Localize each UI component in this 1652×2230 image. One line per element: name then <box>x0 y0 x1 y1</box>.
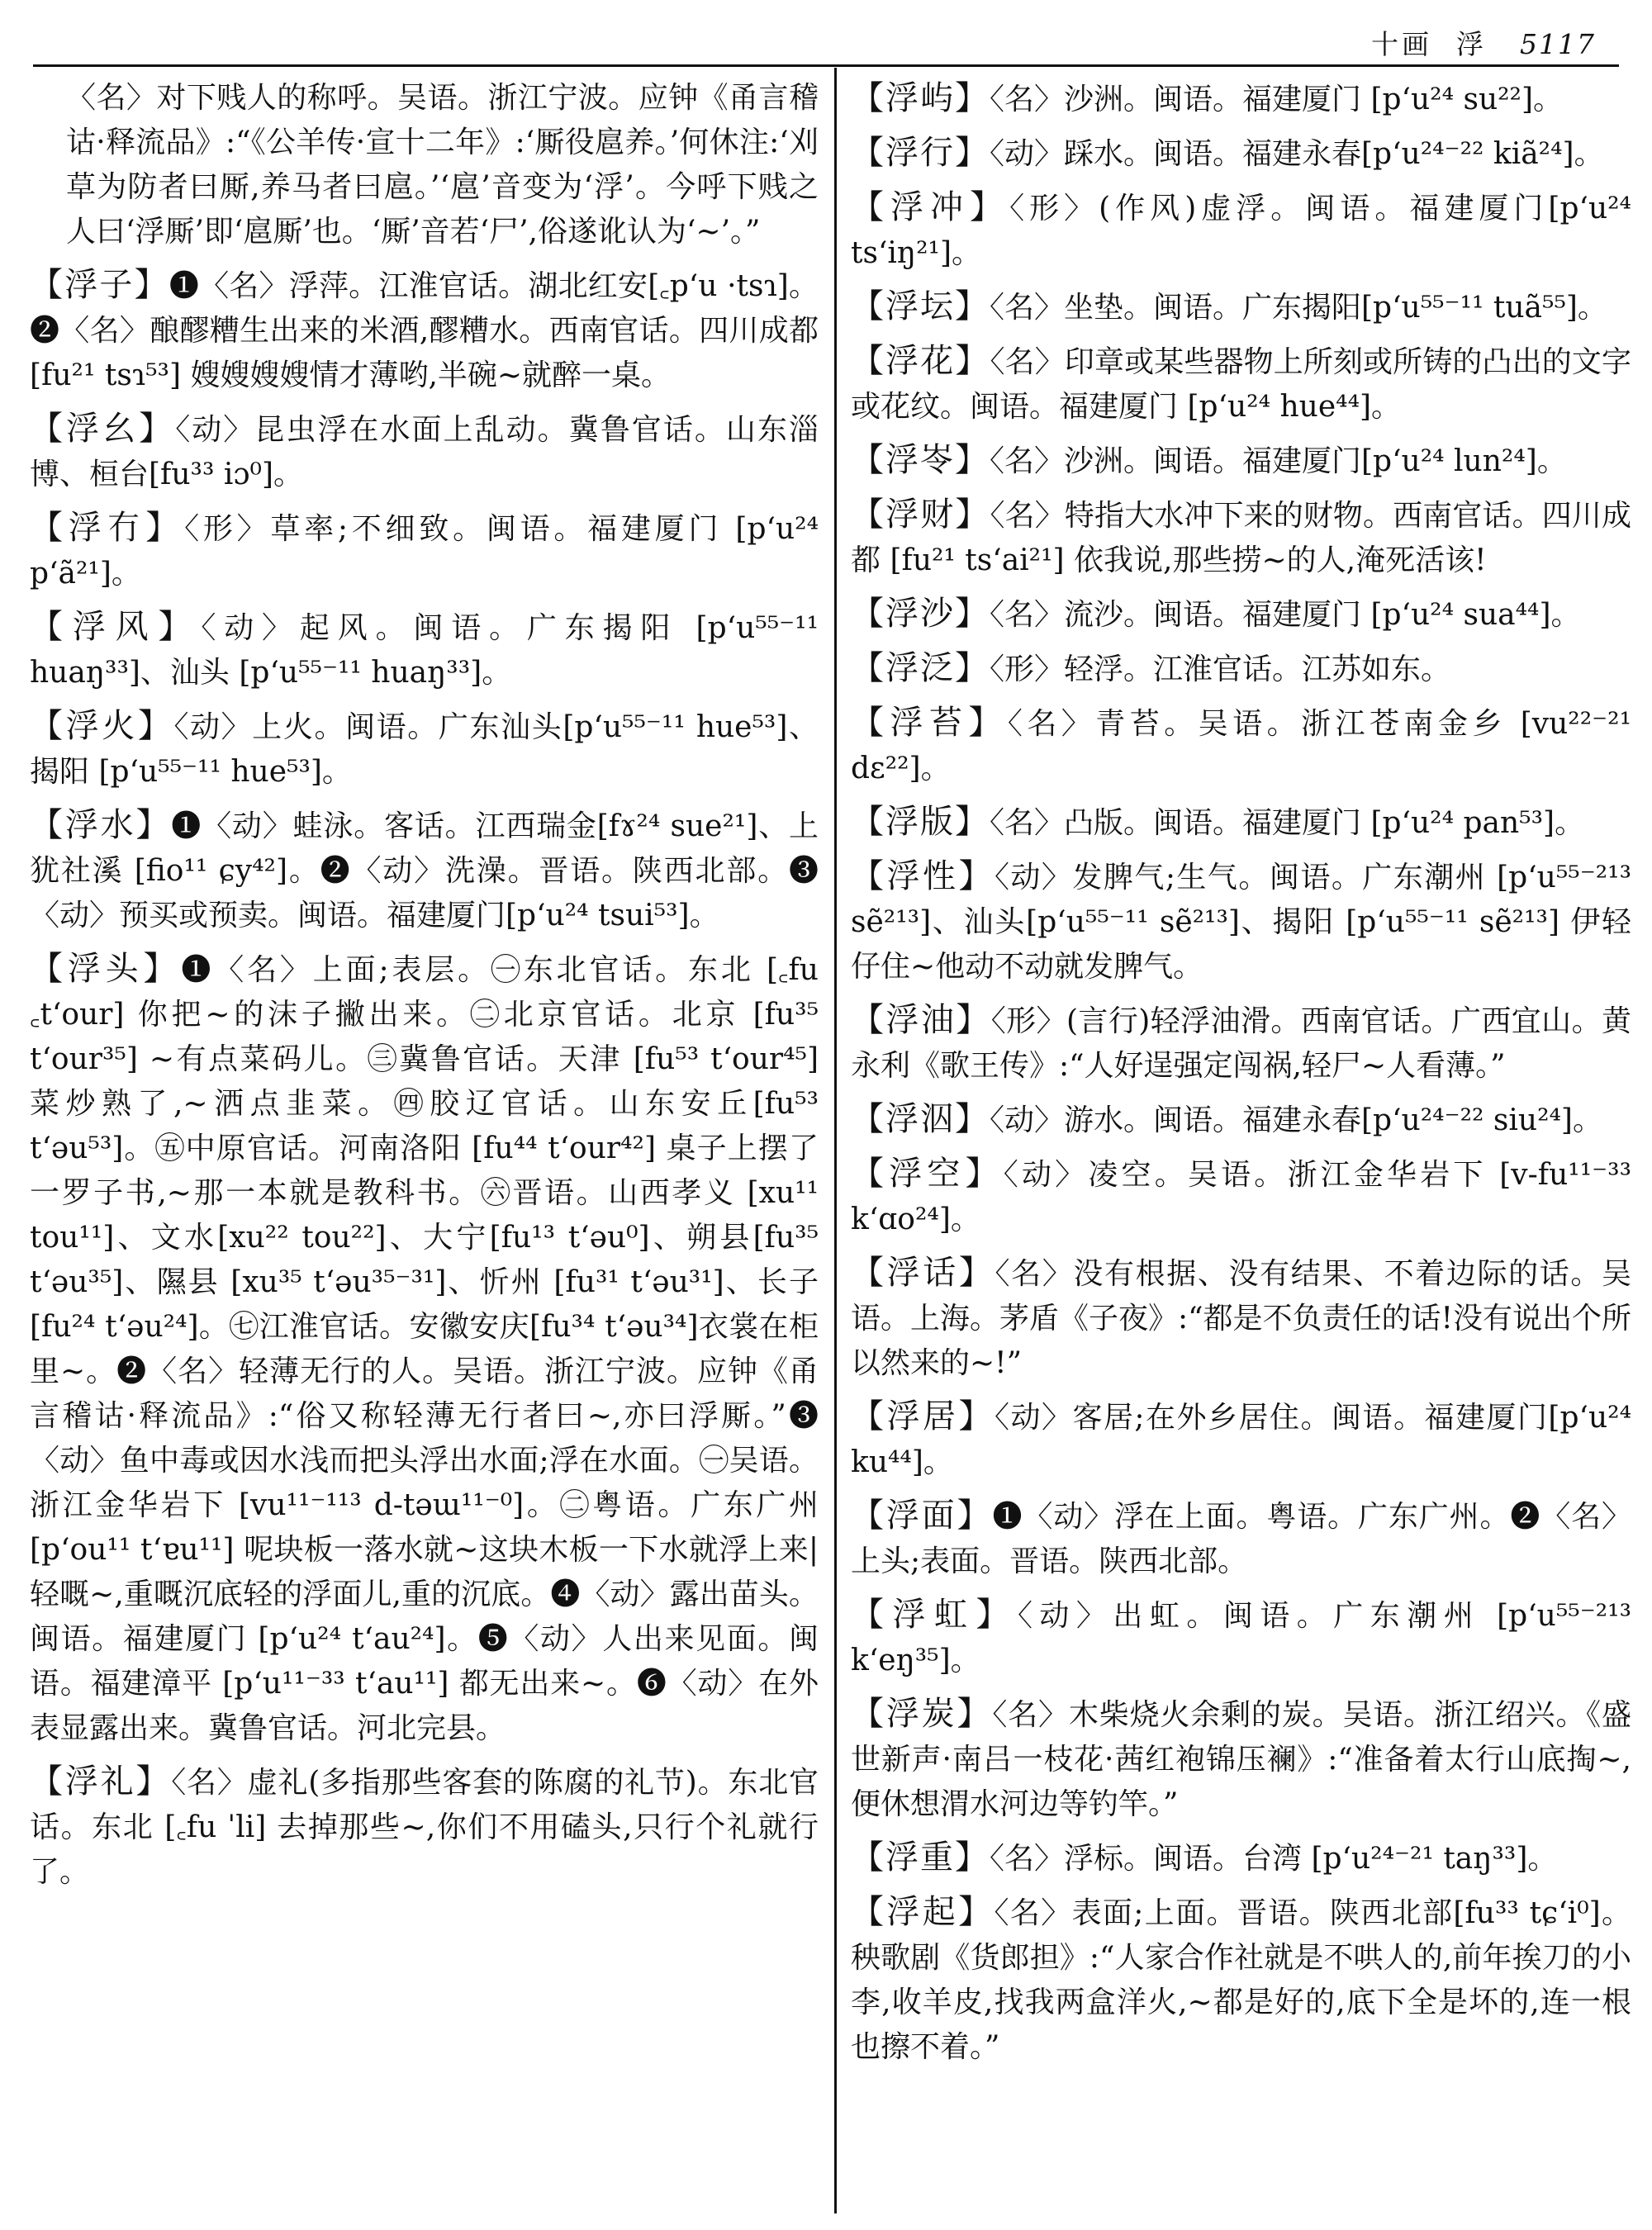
dictionary-entry <box>30 76 819 254</box>
entry-definition: 〈动〉客居;在外乡居住。闽语。福建厦门[p‘u²⁴ ku⁴⁴]。 <box>851 1401 1632 1479</box>
entry-headword: 【 浮行 】 <box>851 134 990 172</box>
entry-definition: 〈动〉发脾气;生气。闽语。广东潮州 [p‘u⁵⁵⁻²¹³ sẽ²¹³]、汕头[p‘u⁵⁵⁻¹¹ sẽ²¹³]、揭阳 [p‘u⁵⁵⁻¹¹ sẽ²¹³] 伊轻仔住~他动不动就发脾气。 <box>851 861 1632 984</box>
page-number: 5117 <box>1520 28 1596 60</box>
right-column <box>851 76 1631 2078</box>
entry-headword: 【 浮礼 】 <box>30 1763 171 1801</box>
entry-definition: 〈形〉(作风)虚浮。闽语。福建厦门[p‘u²⁴ ts‘iŋ²¹]。 <box>851 192 1631 270</box>
entry-definition: 〈动〉起风。闽语。广东揭阳 [p‘u⁵⁵⁻¹¹ huaŋ³³]、汕头 [p‘u⁵⁵⁻¹¹ huaŋ³³]。 <box>30 611 819 690</box>
header-rule <box>33 64 1619 67</box>
column-divider <box>834 68 837 2213</box>
entry-definition: 〈形〉(言行)轻浮油滑。西南官话。广西宜山。黄永利《歌王传》:“人好逞强定闯祸,轻尸~人看薄。” <box>851 1004 1632 1083</box>
dictionary-entry <box>30 704 819 795</box>
section-label: 十画 <box>1371 28 1433 60</box>
dictionary-entry <box>851 438 1631 484</box>
entry-headword: 【 浮岺 】 <box>851 441 990 479</box>
dictionary-entry <box>30 605 819 695</box>
entry-definition: 〈形〉轻浮。江淮官话。江苏如东。 <box>990 652 1451 686</box>
entry-definition: 〈名〉特指大水冲下来的财物。西南官话。四川成都 [fu²¹ ts‘ai²¹] 依我说,那些捞~的人,淹死活该! <box>851 499 1632 577</box>
dictionary-entry <box>851 492 1631 583</box>
dictionary-entry <box>30 263 819 398</box>
entry-definition: 〈名〉虚礼(多指那些客套的陈腐的礼节)。东北官话。东北 [꜀fu ˈli] 去掉那些~,你们不用磕头,只行个礼就行了。 <box>30 1766 819 1889</box>
entry-headword: 【 浮泅 】 <box>851 1100 990 1138</box>
dictionary-entry <box>851 1691 1631 1827</box>
dictionary-entry <box>851 700 1631 791</box>
entry-definition: 〈名〉对下贱人的称呼。吴语。浙江宁波。应钟《甬言稽诂·释流品》:“《公羊传·宣十二年》:‘厮役扈养。’何休注:‘刈草为防者曰厮,养马者曰扈。’‘扈’音变为‘浮’。今呼下贱之人曰‘浮厮’即‘扈厮’也。‘厮’音若‘尸’,俗遂讹认为‘~’。” <box>66 81 819 249</box>
dictionary-entry <box>851 1835 1631 1881</box>
entry-headword: 【 浮火 】 <box>30 707 173 745</box>
entry-headword: 【 浮财 】 <box>851 496 990 534</box>
dictionary-entry <box>851 646 1631 692</box>
entry-definition: 〈动〉踩水。闽语。福建永春[p‘u²⁴⁻²² kiã²⁴]。 <box>990 137 1604 171</box>
entry-headword: 【 浮风 】 <box>30 608 201 646</box>
dictionary-entry <box>30 406 819 497</box>
entry-definition: 〈形〉草率;不细致。闽语。福建厦门 [p‘u²⁴ p‘ã²¹]。 <box>30 512 819 591</box>
dictionary-entry <box>30 947 819 1751</box>
entry-definition: ❶〈动〉蛙泳。客话。江西瑞金[fɤ²⁴ sue²¹]、上犹社溪 [fio¹¹ ɕy⁴²]。❷〈动〉洗澡。晋语。陕西北部。❸〈动〉预买或预卖。闽语。福建厦门[p‘u²⁴ tsui⁵³]。 <box>30 809 819 932</box>
entry-definition: 〈名〉表面;上面。晋语。陕西北部[fu³³ tɕ‘i⁰]。秧歌剧《货郎担》:“人家合作社就是不哄人的,前年挨刀的小李,收羊皮,找我两盒洋火,~都是好的,底下全是坏的,连一根也擦不着。” <box>851 1896 1632 2064</box>
entry-headword: 【 浮屿 】 <box>851 79 990 117</box>
left-column <box>30 76 819 1903</box>
entry-definition: ❶〈动〉浮在上面。粤语。广东广州。❷〈名〉上头;表面。晋语。陕西北部。 <box>851 1500 1631 1578</box>
dictionary-entry <box>851 854 1631 989</box>
entry-definition: 〈名〉凸版。闽语。福建厦门 [p‘u²⁴ pan⁵³]。 <box>990 806 1585 840</box>
entry-definition: 〈动〉昆虫浮在水面上乱动。冀鲁官话。山东淄博、桓台[fu³³ iɔ⁰]。 <box>30 413 819 491</box>
entry-definition: 〈名〉沙洲。闽语。福建厦门 [p‘u²⁴ su²²]。 <box>990 83 1564 116</box>
entry-headword: 【 浮冲 】 <box>851 188 1009 226</box>
entry-definition: 〈名〉沙洲。闽语。福建厦门[p‘u²⁴ lun²⁴]。 <box>990 444 1567 478</box>
entry-headword: 【 浮重 】 <box>851 1839 990 1877</box>
dictionary-entry <box>851 1592 1631 1683</box>
entry-definition: 〈名〉没有根据、没有结果、不着边际的话。吴语。上海。茅盾《子夜》:“都是不负责任的话!没有说出个所以然来的~!” <box>851 1257 1632 1380</box>
dictionary-entry <box>851 185 1631 276</box>
entry-definition: 〈动〉上火。闽语。广东汕头[p‘u⁵⁵⁻¹¹ hue⁵³]、揭阳 [p‘u⁵⁵⁻¹¹ hue⁵³]。 <box>30 710 819 789</box>
dictionary-entry <box>30 1759 819 1895</box>
dictionary-entry <box>851 1394 1631 1485</box>
entry-headword: 【 浮泛 】 <box>851 649 990 687</box>
entry-headword: 【 浮沙 】 <box>851 595 990 633</box>
entry-headword: 【 浮面 】 <box>851 1497 993 1535</box>
entry-definition: 〈名〉浮标。闽语。台湾 [p‘u²⁴⁻²¹ taŋ³³]。 <box>990 1842 1558 1876</box>
entry-headword: 【 浮空 】 <box>851 1155 1004 1193</box>
dictionary-entry <box>851 998 1631 1089</box>
entry-headword: 【 浮冇 】 <box>30 509 184 547</box>
radical-label: 浮 <box>1456 28 1488 60</box>
entry-headword: 【 浮坛 】 <box>851 287 990 325</box>
dictionary-entry <box>30 505 819 596</box>
dictionary-entry <box>851 284 1631 330</box>
dictionary-entry <box>851 130 1631 177</box>
entry-headword: 【 浮版 】 <box>851 803 990 841</box>
entry-definition: 〈名〉木柴烧火余剩的炭。吴语。浙江绍兴。《盛世新声·南吕一枝花·茜红袍锦压襕》:“准备着太行山底掏~,便休想渭水河边等钓竿。” <box>851 1698 1632 1821</box>
entry-headword: 【 浮话 】 <box>851 1254 995 1292</box>
entry-headword: 【 浮水 】 <box>30 806 171 844</box>
dictionary-entry <box>30 803 819 938</box>
dictionary-entry <box>851 1151 1631 1242</box>
entry-definition: 〈名〉坐垫。闽语。广东揭阳[p‘u⁵⁵⁻¹¹ tuã⁵⁵]。 <box>990 291 1607 325</box>
entry-definition: 〈动〉游水。闽语。福建永春[p‘u²⁴⁻²² siu²⁴]。 <box>990 1103 1602 1137</box>
entry-definition: 〈动〉出虹。闽语。广东潮州 [p‘u⁵⁵⁻²¹³ k‘eŋ³⁵]。 <box>851 1599 1632 1677</box>
entry-definition: 〈名〉流沙。闽语。福建厦门 [p‘u²⁴ sua⁴⁴]。 <box>990 598 1581 632</box>
entry-headword: 【 浮起 】 <box>851 1893 994 1931</box>
entry-headword: 【 浮居 】 <box>851 1397 995 1435</box>
entry-definition: 〈动〉凌空。吴语。浙江金华岩下 [v-fu¹¹⁻³³ k‘ɑo²⁴]。 <box>851 1158 1632 1236</box>
dictionary-entry <box>851 799 1631 846</box>
dictionary-entry <box>851 1250 1631 1386</box>
dictionary-entry <box>851 1493 1631 1584</box>
entry-definition: 〈名〉青苔。吴语。浙江苍南金乡 [vu²²⁻²¹ dɛ²²]。 <box>851 707 1632 785</box>
entry-headword: 【 浮花 】 <box>851 342 990 380</box>
entry-headword: 【 浮子 】 <box>30 266 169 304</box>
page-header <box>33 23 1619 60</box>
entry-headword: 【 浮油 】 <box>851 1001 991 1039</box>
entry-headword: 【 浮幺 】 <box>30 410 175 448</box>
dictionary-entry <box>851 1890 1631 2070</box>
entry-definition: 〈名〉印章或某些器物上所刻或所铸的凸出的文字或花纹。闽语。福建厦门 [p‘u²⁴ hue⁴⁴]。 <box>851 345 1632 424</box>
entry-headword: 【 浮虹 】 <box>851 1596 1018 1634</box>
entry-headword: 【 浮苔 】 <box>851 704 1008 742</box>
entry-headword: 【 浮头 】 <box>30 950 181 988</box>
entry-definition: ❶〈名〉上面;表层。㊀东北官话。东北 [꜀fu ꜀t‘our] 你把~的沫子撇出来。㊁北京官话。北京 [fu³⁵ t‘our³⁵] ~有点菜码儿。㊂冀鲁官话。天津 [fu⁵³ t‘our⁴⁵] 菜炒熟了,~洒点韭菜。㊃胶辽官话。山东安丘[fu⁵³ t‘əu⁵³]。㊄中原官话。河南洛阳 [fu⁴⁴ t‘our⁴²] 桌子上摆了一罗子书,~那一本就是教科书。㊅晋语。山西孝义 [xu¹¹ tou¹¹]、文水[xu²² tou²²]、大宁[fu¹³ t‘əu⁰]、朔县[fu³⁵ t‘əu³⁵]、隰县 [xu³⁵ t‘əu³⁵⁻³¹]、忻州 [fu³¹ t‘əu³¹]、长子[fu²⁴ t‘əu²⁴]。㊆江淮官话。安徽安庆[fu³⁴ t‘əu³⁴]衣裳在柜里~。❷〈名〉轻薄无行的人。吴语。浙江宁波。应钟《甬言稽诂·释流品》:“俗又称轻薄无行者曰~,亦曰浮厮。”❸〈动〉鱼中毒或因水浅而把头浮出水面;浮在水面。㊀吴语。浙江金华岩下 [vu¹¹⁻¹¹³ d-təɯ¹¹⁻⁰]。㊁粤语。广东广州 [p‘ou¹¹ t‘ɐu¹¹] 呢块板一落水就~这块木板一下水就浮上来|轻嘅~,重嘅沉底轻的浮面儿,重的沉底。❹〈动〉露出苗头。闽语。福建厦门 [p‘u²⁴ t‘au²⁴]。❺〈动〉人出来见面。闽语。福建漳平 [p‘u¹¹⁻³³ t‘au¹¹] 都无出来~。❻〈动〉在外表显露出来。冀鲁官话。河北完县。 <box>30 953 819 1745</box>
running-head <box>1371 23 1596 62</box>
dictionary-entry <box>851 339 1631 429</box>
entry-headword: 【 浮炭 】 <box>851 1695 992 1733</box>
dictionary-entry <box>851 591 1631 638</box>
entry-headword: 【 浮性 】 <box>851 857 995 895</box>
dictionary-entry <box>851 76 1631 122</box>
entry-definition: ❶〈名〉浮萍。江淮官话。湖北红安[꜀p‘u ·tsɿ]。❷〈名〉酿醪糟生出来的米酒,醪糟水。西南官话。四川成都[fu²¹ tsɿ⁵³] 嫂嫂嫂嫂情才薄哟,半碗~就醉一桌。 <box>30 269 819 392</box>
dictionary-entry <box>851 1097 1631 1143</box>
